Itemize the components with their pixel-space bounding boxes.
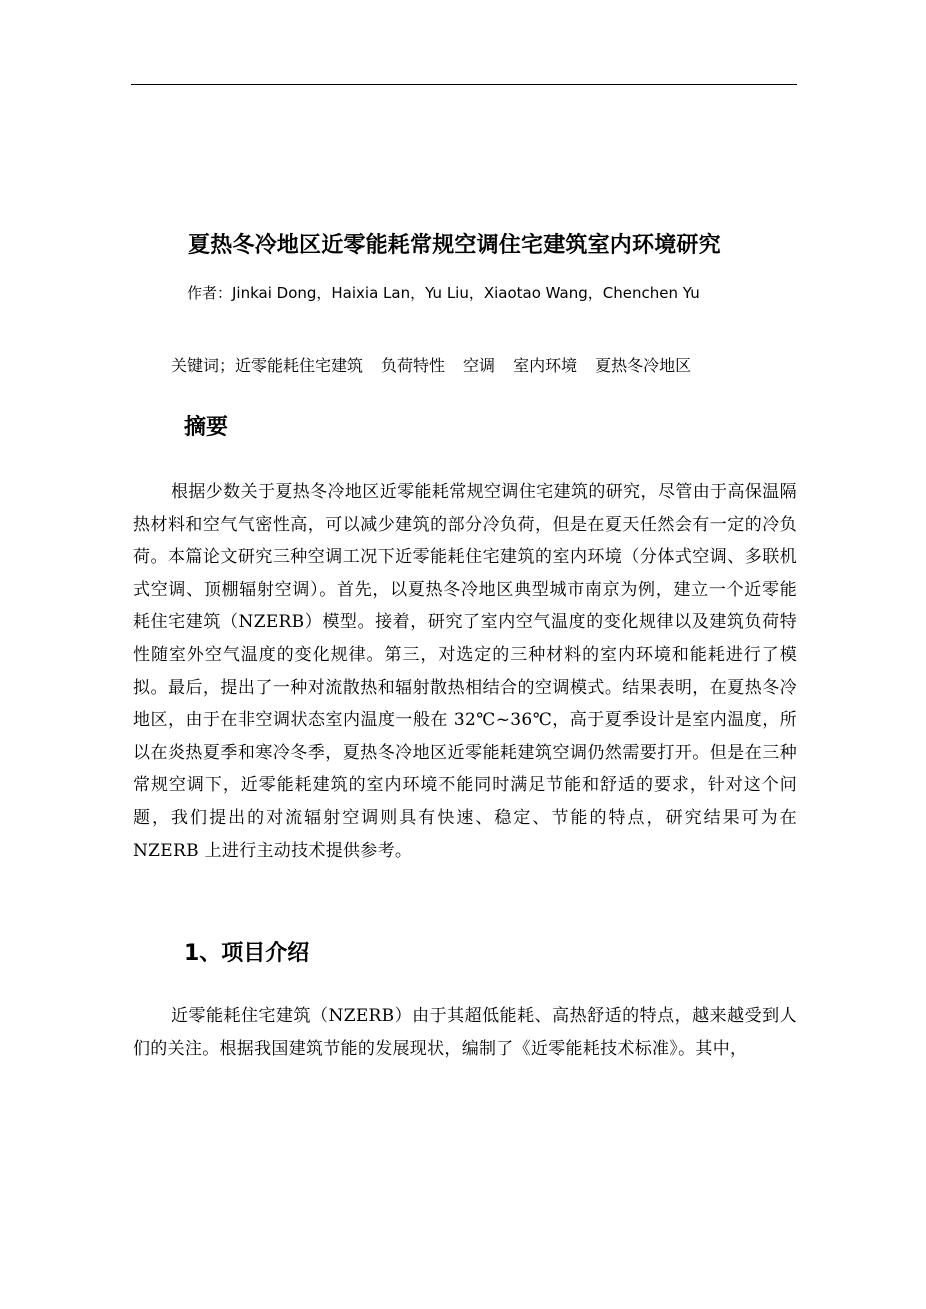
keywords-label: 关键词； [171, 356, 236, 375]
paper-title: 夏热冬冷地区近零能耗常规空调住宅建筑室内环境研究 [188, 233, 721, 258]
author-line: 作者：Jinkai Dong，Haixia Lan，Yu Liu，Xiaotao Wang，Chenchen Yu [187, 284, 700, 302]
intro-paragraph: 近零能耗住宅建筑（NZERB）由于其超低能耗、高热舒适的特点，越来越受到人们的关注。根据我国建筑节能的发展现状，编制了《近零能耗技术标准》。其中， [133, 1006, 797, 1059]
keywords-line [171, 354, 691, 378]
keyword-item: 负荷特性 [381, 356, 446, 375]
keyword-item: 室内环境 [513, 356, 578, 375]
keyword-item: 近零能耗住宅建筑 [235, 356, 364, 375]
keyword-item: 夏热冬冷地区 [595, 356, 692, 375]
abstract-paragraph: 根据少数关于夏热冬冷地区近零能耗常规空调住宅建筑的研究，尽管由于高保温隔热材料和空气气密性高，可以减少建筑的部分冷负荷，但是在夏天任然会有一定的冷负荷。本篇论文研究三种空调工况下近零能耗住宅建筑的室内环境（分体式空调、多联机式空调、顶棚辐射空调）。首先，以夏热冬冷地区典型城市南京为例，建立一个近零能耗住宅建筑（NZERB）模型。接着，研究了室内空气温度的变化规律以及建筑负荷特性随室外空气温度的变化规律。第三，对选定的三种材料的室内环境和能耗进行了模拟。最后，提出了一种对流散热和辐射散热相结合的空调模式。结果表明，在夏热冬冷地区，由于在非空调状态室内温度一般在 32℃~36℃，高于夏季设计是室内温度，所以在炎热夏季和寒冷冬季，夏热冬冷地区近零能耗建筑空调仍然需要打开。但是在三种常规空调下，近零能耗建筑的室内环境不能同时满足节能和舒适的要求，针对这个问题，我们提出的对流辐射空调则具有快速、稳定、节能的特点，研究结果可为在 NZERB 上进行主动技术提供参考。 [133, 482, 797, 861]
abstract-heading: 摘要 [184, 415, 229, 440]
keyword-item: 空调 [463, 356, 496, 375]
header-rule [131, 84, 797, 85]
section-heading: 1、项目介绍 [184, 941, 310, 966]
